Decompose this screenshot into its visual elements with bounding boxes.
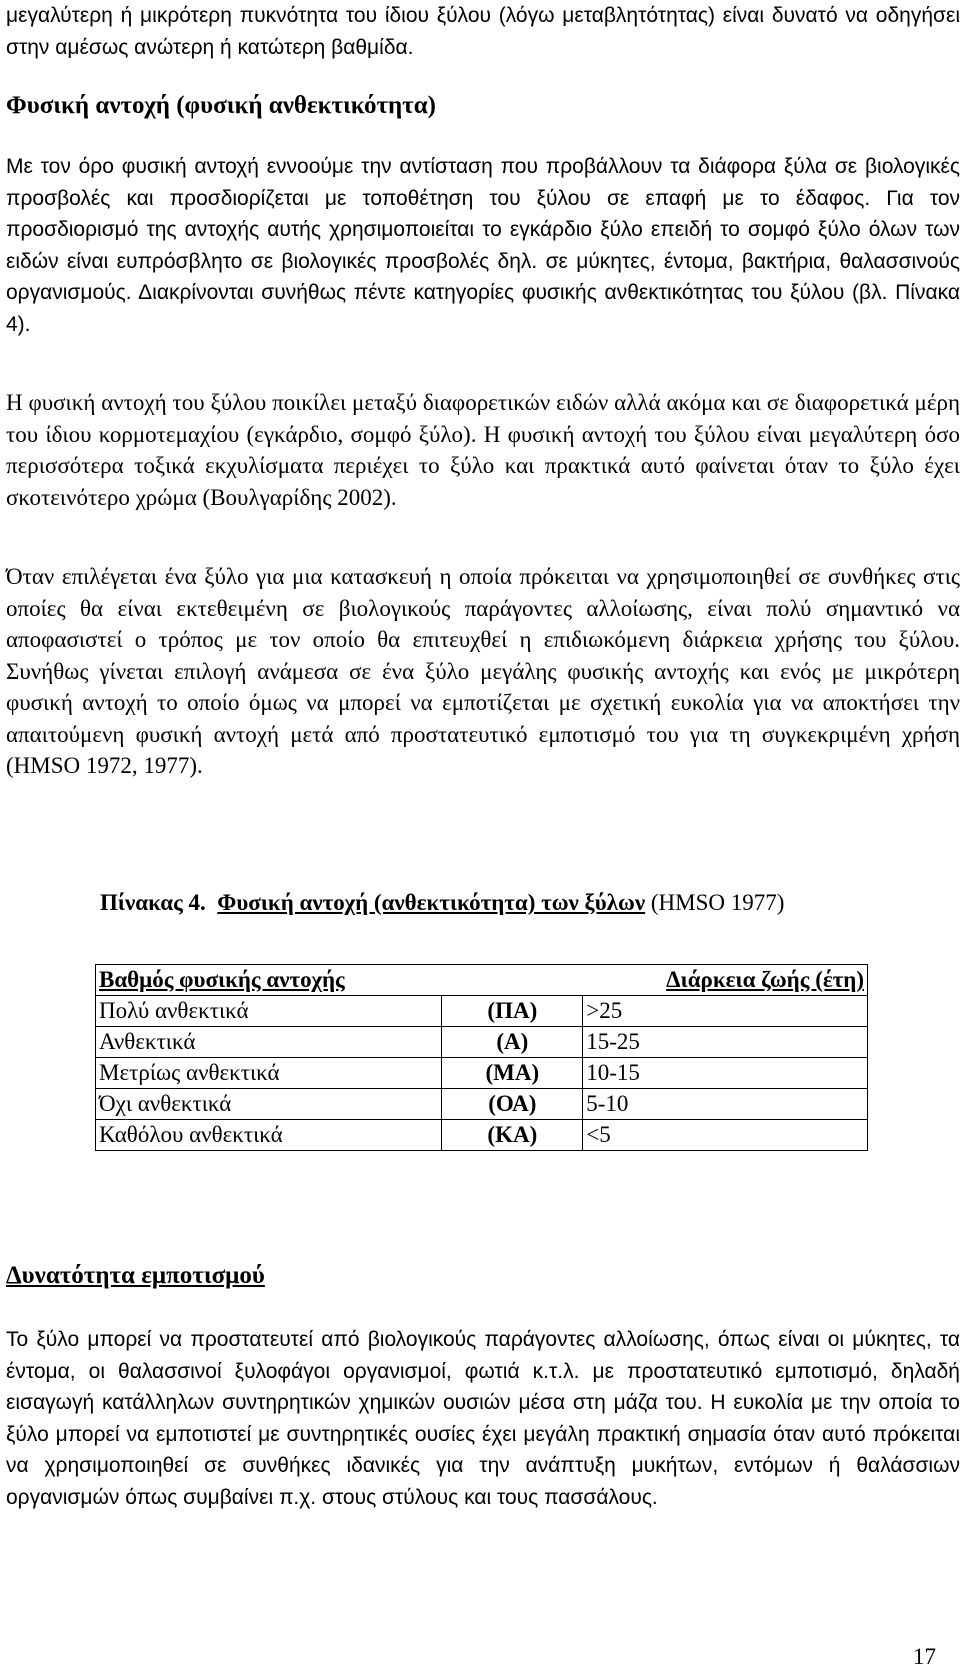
table-row [96, 1058, 868, 1089]
table-row [96, 1089, 868, 1120]
row-class-code: (ΠΑ) [442, 996, 583, 1027]
row-class-name: Μετρίως ανθεκτικά [96, 1058, 442, 1089]
row-life-span: >25 [583, 996, 868, 1027]
intro-paragraph: μεγαλύτερη ή μικρότερη πυκνότητα του ίδιου ξύλου (λόγω μεταβλητότητας) είναι δυνατό να οδηγήσει στην αμέσως ανώτερη ή κατώτερη βαθμίδα. [6, 4, 960, 59]
table-caption [100, 890, 784, 916]
page-number: 17 [913, 1644, 936, 1669]
section-heading-natural-durability: Φυσική αντοχή (φυσική ανθεκτικότητα) [6, 92, 436, 119]
row-life-span: 10-15 [583, 1058, 868, 1089]
header-durability-class: Βαθμός φυσικής αντοχής [96, 965, 442, 996]
table-row [96, 1027, 868, 1058]
table-row [96, 996, 868, 1027]
table-header-row [96, 965, 868, 996]
table-row [96, 1120, 868, 1151]
row-class-code: (ΚΑ) [442, 1120, 583, 1151]
row-class-name: Καθόλου ανθεκτικά [96, 1120, 442, 1151]
row-class-code: (ΜΑ) [442, 1058, 583, 1089]
paragraph-impregnability: Το ξύλο μπορεί να προστατευτεί από βιολογικούς παράγοντες αλλοίωσης, όπως είναι οι μύκητες, τα έντομα, οι θαλασσινοί ξυλοφάγοι οργανισμοί, φωτιά κ.τ.λ. με προστατευτικό εμποτισμό, δηλαδή εισαγωγή κατάλληλων συντηρητικών χημικών ουσιών μέσα στη μάζα του. Η ευκολία με την οποία το ξύλο μπορεί να εμποτιστεί με συντηρητικές ουσίες έχει μεγάλη πρακτική σημασία όταν αυτό πρόκειται να χρησιμοποιηθεί σε συνθήκες ιδανικές για την ανάπτυξη μυκήτων, εντόμων ή θαλάσσιων οργανισμών όπως συμβαίνει π.χ. στους στύλους και τους πασσάλους. [6, 1328, 960, 1509]
row-class-name: Πολύ ανθεκτικά [96, 996, 442, 1027]
row-class-name: Ανθεκτικά [96, 1027, 442, 1058]
row-life-span: 15-25 [583, 1027, 868, 1058]
row-life-span: 5-10 [583, 1089, 868, 1120]
table-caption-title: Φυσική αντοχή (ανθεκτικότητα) των ξύλων [217, 890, 646, 915]
row-class-code: (Α) [442, 1027, 583, 1058]
header-life-span: Διάρκεια ζωής (έτη) [583, 965, 868, 996]
row-life-span: <5 [583, 1120, 868, 1151]
paragraph-durability-variation: Η φυσική αντοχή του ξύλου ποικίλει μεταξύ διαφορετικών ειδών αλλά ακόμα και σε διαφορετικά μέρη του ίδιου κορμοτεμαχίου (εγκάρδιο, σομφό ξύλο). Η φυσική αντοχή του ξύλου είναι μεγαλύτερη όσο περισσότερα τοξικά εκχυλίσματα περιέχει το ξύλο και πρακτικά αυτό φαίνεται όταν το ξύλο έχει σκοτεινότερο χρώμα (Βουλγαρίδης 2002). [6, 390, 960, 510]
table-caption-source: (HMSO 1977) [650, 890, 785, 915]
paragraph-natural-durability: Με τον όρο φυσική αντοχή εννοούμε την αντίσταση που προβάλλουν τα διάφορα ξύλα σε βιολογικές προσβολές και προσδιορίζεται με τοποθέτηση του ξύλου σε επαφή με το έδαφος. Για τον προσδιορισμό της αντοχής αυτής χρησιμοποιείται το εγκάρδιο ξύλο επειδή το σομφό ξύλο όλων των ειδών είναι ευπρόσβλητο σε βιολογικές προσβολές δηλ. σε μύκητες, έντομα, βακτήρια, θαλασσινούς οργανισμούς. Διακρίνονται συνήθως πέντε κατηγορίες φυσικής ανθεκτικότητας του ξύλου (βλ. Πίνακα 4). [6, 155, 960, 336]
durability-table [95, 964, 868, 1151]
row-class-name: Όχι ανθεκτικά [96, 1089, 442, 1120]
section-heading-impregnability: Δυνατότητα εμποτισμού [6, 1262, 265, 1289]
paragraph-wood-selection: Όταν επιλέγεται ένα ξύλο για μια κατασκευή η οποία πρόκειται να χρησιμοποιηθεί σε συνθήκες στις οποίες θα είναι εκτεθειμένη σε βιολογικούς παράγοντες αλλοίωσης, είναι πολύ σημαντικό να αποφασιστεί ο τρόπος με τον οποίο θα επιτευχθεί η επιδιωκόμενη διάρκεια χρήσης του ξύλου. Συνήθως γίνεται επιλογή ανάμεσα σε ένα ξύλο μεγάλης φυσικής αντοχής και ενός με μικρότερη φυσική αντοχή το οποίο όμως να μπορεί να εμποτίζεται με σχετική ευκολία για να αποκτήσει την απαιτούμενη φυσική αντοχή μετά από προστατευτικό εμποτισμό του για τη συγκεκριμένη χρήση (HMSO 1972, 1977). [6, 564, 960, 778]
header-code-spacer [442, 965, 583, 996]
row-class-code: (ΟΑ) [442, 1089, 583, 1120]
table-caption-label: Πίνακας 4. [100, 890, 206, 915]
